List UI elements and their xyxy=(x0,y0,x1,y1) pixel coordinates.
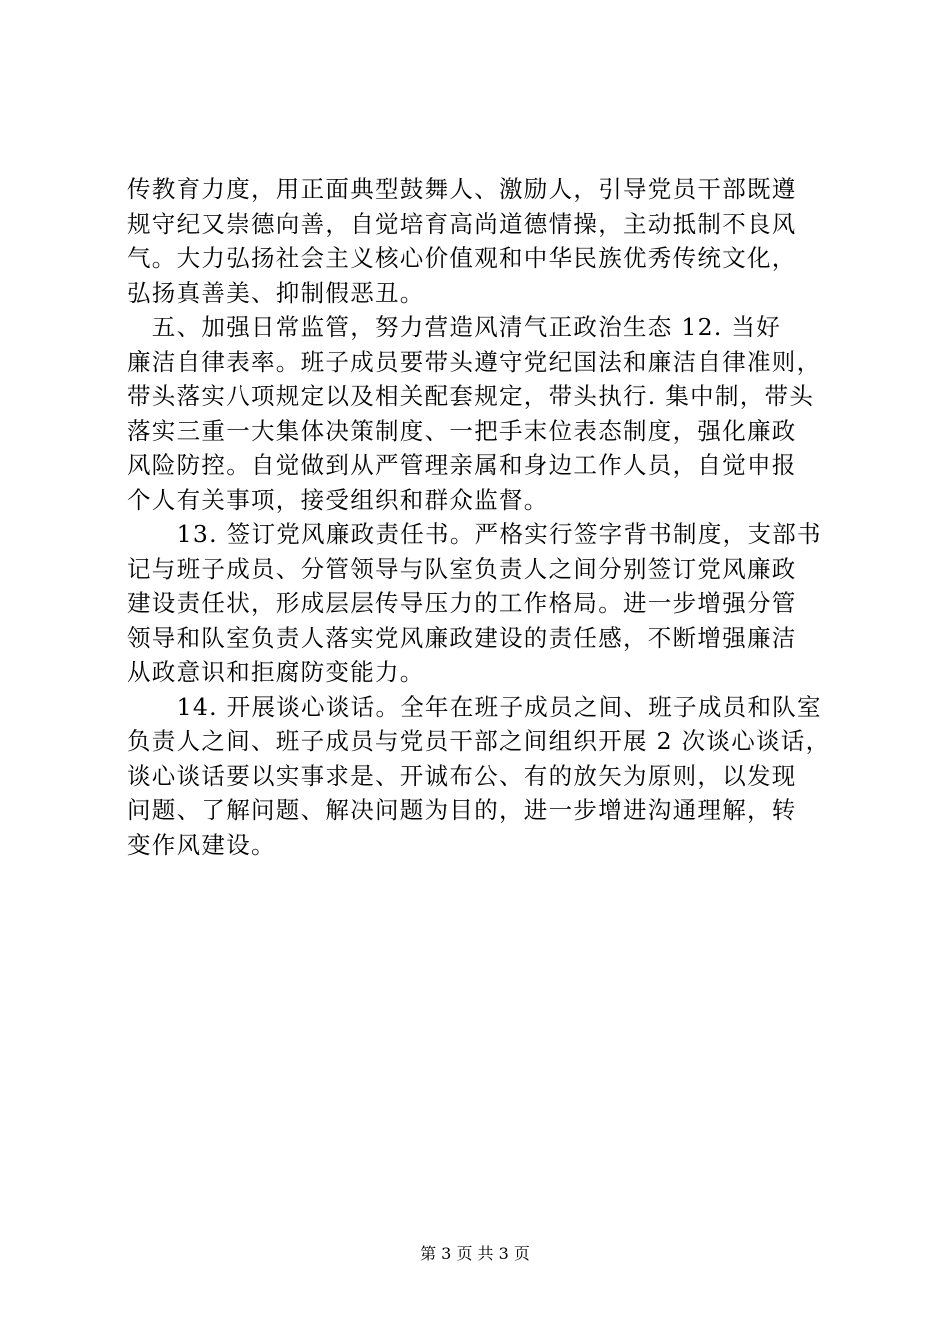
page-number: 第 3 页 共 3 页 xyxy=(420,1244,530,1263)
text-line: 谈心谈话要以实事求是、开诚布公、有的放矢为原则，以发现 xyxy=(127,761,797,790)
text-line: 从政意识和拒腐防变能力。 xyxy=(127,658,425,686)
text-line: 负责人之间、班子成员与党员干部之间组织开展 2 次谈心谈话， xyxy=(127,727,831,755)
text-line: 气。大力弘扬社会主义核心价值观和中华民族优秀传统文化， xyxy=(127,244,797,272)
text-line: 落实三重一大集体决策制度、一把手末位表态制度，强化廉政 xyxy=(127,416,797,445)
text-line: 风险防控。自觉做到从严管理亲属和身边工作人员，自觉申报 xyxy=(127,451,797,479)
text-line: 13. 签订党风廉政责任书。严格实行签字背书制度，支部书 xyxy=(127,520,822,548)
page-footer xyxy=(0,1243,950,1265)
text-line: 弘扬真善美、抑制假恶丑。 xyxy=(127,278,425,307)
text-line: 带头落实八项规定以及相关配套规定，带头执行. 集中制，带头 xyxy=(127,382,815,410)
text-line: 问题、了解问题、解决问题为目的，进一步增进沟通理解，转 xyxy=(127,796,797,824)
text-line: 领导和队室负责人落实党风廉政建设的责任感，不断增强廉洁 xyxy=(127,623,797,652)
text-line: 五、加强日常监管，努力营造风清气正政治生态 12. 当好 xyxy=(127,313,782,341)
document-body xyxy=(127,172,833,862)
text-line: 传教育力度，用正面典型鼓舞人、激励人，引导党员干部既遵 xyxy=(127,175,797,203)
text-line: 建设责任状，形成层层传导压力的工作格局。进一步增强分管 xyxy=(127,589,797,617)
text-line: 变作风建设。 xyxy=(127,830,276,859)
text-line: 记与班子成员、分管领导与队室负责人之间分别签订党风廉政 xyxy=(127,554,797,583)
text-line: 个人有关事项，接受组织和群众监督。 xyxy=(127,485,549,514)
text-line: 规守纪又崇德向善，自觉培育高尚道德情操，主动抵制不良风 xyxy=(127,209,797,238)
text-line: 廉洁自律表率。班子成员要带头遵守党纪国法和廉洁自律准则， xyxy=(127,347,822,376)
text-line: 14. 开展谈心谈话。全年在班子成员之间、班子成员和队室 xyxy=(127,692,822,721)
